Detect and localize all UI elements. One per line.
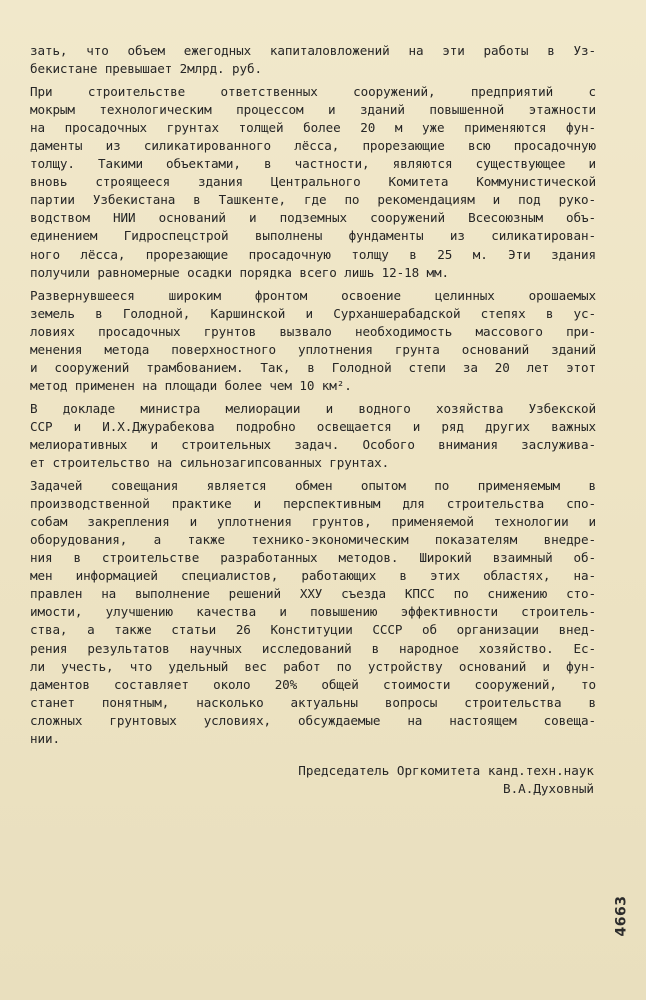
text-line: мелиоративных и строительных задач. Особого внимания заслужива- (30, 436, 596, 452)
paragraph-report (30, 400, 596, 472)
text-line: ССР и И.Х.Джурабекова подробно освещается и ряд других важных (30, 418, 596, 434)
text-line: станет понятным, насколько актуальны вопросы строительства в (30, 694, 596, 710)
text-line: ства, а также статьи 26 Конституции СССР об организации внед- (30, 622, 596, 638)
paragraph-meeting-goal (30, 477, 596, 748)
text-line: оборудования, а также технико-экономическим показателям внедре- (30, 532, 596, 548)
text-line: При строительстве ответственных сооружений, предприятий с (30, 84, 596, 100)
text-line: Задачей совещания является обмен опытом по применяемым в (30, 478, 596, 494)
text-line: нии. (30, 730, 60, 746)
inventory-stamp (608, 892, 634, 940)
text-line: ет строительство на сильнозагипсованных грунтах. (30, 455, 390, 471)
text-line: ного лёсса, прорезающие просадочную толщу в 25 м. Эти здания (30, 246, 596, 262)
text-line: бекистане превышает 2млрд. руб. (30, 61, 262, 77)
text-line: и сооружений трамбованием. Так, в Голодной степи за 20 лет этот (30, 359, 596, 375)
text-line: даментов составляет около 20% общей стоимости сооружений, то (30, 676, 596, 692)
text-line: ловиях просадочных грунтов вызвало необходимость массового при- (30, 323, 596, 339)
stamp-number: 4663 (613, 895, 629, 937)
text-line: на просадочных грунтах толщей более 20 м уже применяются фун- (30, 120, 596, 136)
text-line: вновь строящееся здания Центрального Комитета Коммунистической (30, 174, 596, 190)
paragraph-construction (30, 83, 596, 282)
signature-block (298, 762, 594, 799)
text-line: водством НИИ оснований и подземных сооружений Всесоюзным объ- (30, 210, 596, 226)
text-line: производственной практике и перспективным для строительства спо- (30, 496, 596, 512)
text-line: толщу. Такими объектами, в частности, являются существующее и (30, 156, 596, 172)
text-line: мен информацией специалистов, работающих в этих областях, на- (30, 568, 596, 584)
text-line: В докладе министра мелиорации и водного хозяйства Узбекской (30, 400, 596, 416)
paragraph-virgin-lands (30, 287, 596, 395)
paragraph-intro (30, 42, 596, 78)
text-line: менения метода поверхностного уплотнения грунта оснований зданий (30, 341, 596, 357)
text-line: собам закрепления и уплотнения грунтов, применяемой технологии и (30, 514, 596, 530)
text-line: единением Гидроспецстрой выполнены фундаменты из силикатирован- (30, 228, 596, 244)
signature-position: Председатель Оргкомитета канд.техн.наук (298, 763, 594, 778)
text-line: ли учесть, что удельный вес работ по устройству оснований и фун- (30, 658, 596, 674)
text-line: метод применен на площади более чем 10 км². (30, 377, 352, 393)
text-line: правлен на выполнение решений XXУ съезда КПСС по снижению сто- (30, 586, 596, 602)
text-line: партии Узбекистана в Ташкенте, где по рекомендациям и под руко- (30, 192, 596, 208)
text-line: получили равномерные осадки порядка всего лишь 12-18 мм. (30, 264, 449, 280)
signature-name: В.А.Духовный (503, 781, 594, 797)
text-line: рения результатов научных исследований в народное хозяйство. Ес- (30, 640, 596, 656)
text-line: ния в строительстве разработанных методов. Широкий взаимный об- (30, 550, 596, 566)
text-line: даменты из силикатированного лёсса, прорезающие всю просадочную (30, 138, 596, 154)
text-line: имости, улучшению качества и повышению эффективности строитель- (30, 604, 596, 620)
text-line: сложных грунтовых условиях, обсуждаемые на настоящем совеща- (30, 712, 596, 728)
text-line: Развернувшееся широким фронтом освоение целинных орошаемых (30, 287, 596, 303)
text-line: мокрым технологическим процессом и зданий повышенной этажности (30, 102, 596, 118)
text-line: зать, что объем ежегодных капиталовложений на эти работы в Уз- (30, 43, 596, 58)
text-line: земель в Голодной, Каршинской и Сурханшерабадской степях в ус- (30, 305, 596, 321)
document-body (30, 42, 596, 748)
